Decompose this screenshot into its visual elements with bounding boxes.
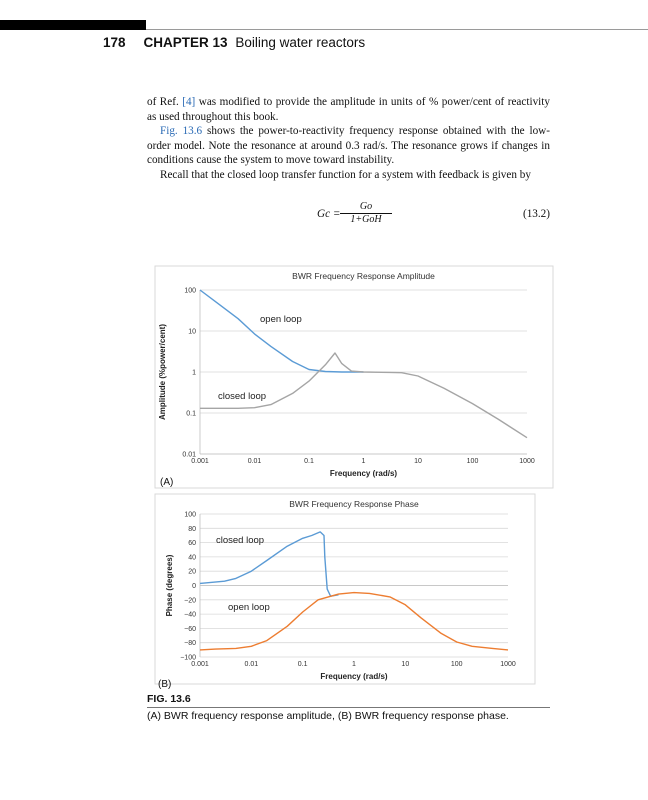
x-tick-label: 100 bbox=[466, 458, 479, 465]
y-tick-label: 20 bbox=[188, 568, 196, 576]
x-axis-label: Frequency (rad/s) bbox=[329, 469, 398, 478]
y-tick-label: −20 bbox=[184, 597, 196, 605]
x-tick-label: 10 bbox=[401, 661, 410, 668]
chart-frame bbox=[155, 494, 535, 684]
chapter-label: CHAPTER 13 bbox=[143, 35, 228, 50]
page-number: 178 bbox=[103, 35, 126, 50]
y-tick-label: −60 bbox=[184, 625, 196, 633]
figure-caption bbox=[147, 693, 550, 722]
phase-chart bbox=[155, 494, 535, 690]
amplitude-chart bbox=[155, 266, 553, 488]
x-axis-label: Frequency (rad/s) bbox=[320, 672, 388, 681]
y-axis-label: Phase (degrees) bbox=[165, 554, 174, 617]
y-tick-label: 100 bbox=[184, 511, 196, 519]
figure-link[interactable]: Fig. 13.6 bbox=[160, 125, 203, 138]
x-tick-label: 1 bbox=[361, 458, 366, 465]
y-axis-label: Amplitude (%power/cent) bbox=[158, 323, 167, 421]
x-tick-label: 1000 bbox=[519, 458, 535, 465]
x-tick-label: 1 bbox=[352, 661, 356, 668]
y-tick-label: 100 bbox=[184, 287, 196, 295]
equation-lhs: Gc = bbox=[317, 208, 341, 220]
p1-text-a: of Ref. bbox=[147, 96, 183, 108]
annotation-closed-loop: closed loop bbox=[218, 391, 267, 402]
caption-label: FIG. 13.6 bbox=[147, 693, 191, 705]
y-tick-label: 80 bbox=[188, 525, 196, 533]
x-tick-label: 0.1 bbox=[304, 458, 314, 465]
chart-title: BWR Frequency Response Amplitude bbox=[292, 271, 435, 281]
chapter-title: Boiling water reactors bbox=[235, 35, 366, 50]
y-tick-label: 0.1 bbox=[186, 410, 196, 418]
equation-number: (13.2) bbox=[522, 208, 550, 220]
equation-denominator: 1+GoH bbox=[350, 214, 382, 225]
x-tick-label: 0.01 bbox=[244, 661, 259, 668]
annotation-open-loop: open loop bbox=[228, 602, 270, 613]
caption-text: (A) BWR frequency response amplitude, (B) BWR frequency response phase. bbox=[147, 707, 550, 722]
panel-label: (B) bbox=[158, 679, 172, 690]
paragraph-3: Recall that the closed loop transfer function for a system with feedback is given by bbox=[160, 168, 531, 181]
ref-link[interactable]: [4] bbox=[182, 96, 196, 108]
x-tick-label: 0.01 bbox=[247, 458, 262, 465]
equation-numerator: Go bbox=[340, 201, 392, 214]
x-tick-label: 0.1 bbox=[297, 661, 308, 668]
p2-text: shows the power-to-reactivity frequency response obtained with the low-order model. Note the resonance at around 0.3 rad/s. The resonance grows if changes in conditions cause the system to move toward instability. bbox=[147, 125, 550, 167]
annotation-open-loop: open loop bbox=[260, 314, 302, 325]
p1-text-b: was modified to provide the amplitude in units of % power/cent of reactivity as used throughout this book. bbox=[147, 96, 550, 123]
y-tick-label: −100 bbox=[180, 654, 196, 662]
y-tick-label: 10 bbox=[188, 328, 196, 336]
y-tick-label: 0.01 bbox=[182, 451, 196, 459]
y-tick-label: 0 bbox=[192, 583, 196, 590]
y-tick-label: 40 bbox=[188, 554, 196, 562]
chart-title: BWR Frequency Response Phase bbox=[289, 499, 419, 509]
x-tick-label: 10 bbox=[414, 458, 422, 465]
chart-frame bbox=[155, 266, 553, 488]
panel-label: (A) bbox=[160, 477, 174, 488]
annotation-closed-loop: closed loop bbox=[216, 535, 265, 546]
x-tick-label: 0.001 bbox=[191, 661, 209, 668]
y-tick-label: 1 bbox=[192, 369, 196, 377]
y-tick-label: 60 bbox=[188, 540, 196, 548]
x-tick-label: 1000 bbox=[500, 661, 516, 668]
y-tick-label: −80 bbox=[184, 640, 196, 648]
y-tick-label: −40 bbox=[184, 611, 196, 619]
x-tick-label: 0.001 bbox=[191, 458, 209, 465]
x-tick-label: 100 bbox=[450, 661, 463, 668]
